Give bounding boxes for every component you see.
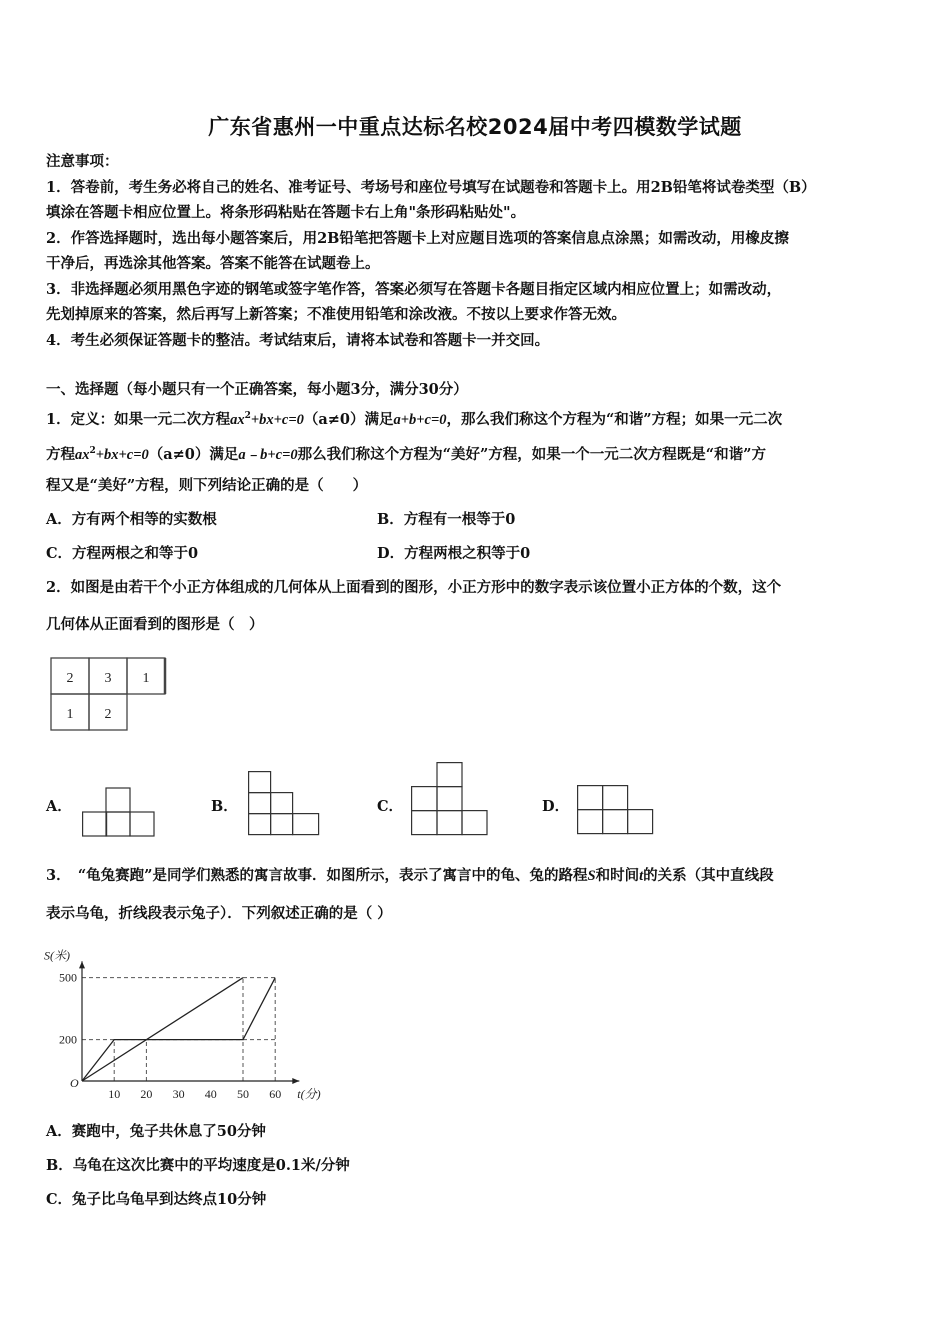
section-heading: 一、选择题（每小题只有一个正确答案，每小题3分，满分30分） (46, 381, 468, 398)
q1-condition: （a≠0） (303, 410, 365, 428)
x-tick-label: 50 (237, 1087, 249, 1101)
q1-option-d[interactable]: D．方程两根之积等于0 (377, 545, 531, 562)
notice-line: 填涂在答题卡相应位置上。将条形码粘贴在答题卡右上角"条形码粘贴处"。 (46, 204, 526, 221)
y-tick-label: 500 (59, 970, 77, 985)
x-tick-label: 10 (108, 1087, 121, 1101)
q3-option-b[interactable]: B．乌龟在这次比赛中的平均速度是0.1米/分钟 (46, 1157, 350, 1174)
q1-line-1 (46, 406, 782, 430)
q3-variable: t (639, 868, 644, 884)
grid-cell-value: 1 (142, 671, 150, 686)
q1-equation: a﹣b+c=0 (238, 446, 298, 463)
x-tick-label: 30 (172, 1087, 185, 1101)
q1-condition: （a≠0） (148, 445, 210, 463)
q1-exponent: 2 (244, 411, 251, 421)
q1-text: 方程 (46, 445, 75, 463)
race-chart (40, 940, 330, 1105)
q3-text: 3． “龟兔赛跑”是同学们熟悉的寓言故事．如图所示，表示了寓言中的龟、兔的路程 (46, 867, 588, 884)
notice-line: 3．非选择题必须用黑色字迹的钢笔或签字笔作答，答案必须写在答题卡各题目指定区域内相应位置上；如需改动， (46, 281, 782, 298)
y-axis-label: S(米) (44, 948, 70, 963)
series-line (82, 978, 275, 1081)
q2-option-d-label[interactable]: D． (542, 798, 570, 815)
q1-equation: ax (230, 411, 245, 428)
q1-equation: ax (75, 446, 90, 463)
q2-option-b-label[interactable]: B． (211, 798, 238, 815)
x-tick-label: 20 (140, 1087, 153, 1101)
q2-option-a-label[interactable]: A． (46, 798, 72, 815)
grid-cell-value: 2 (66, 671, 74, 686)
q2-option-b-figure[interactable] (248, 771, 322, 837)
q2-option-c-figure[interactable] (411, 762, 489, 837)
q3-option-a[interactable]: A．赛跑中，兔子共休息了50分钟 (46, 1123, 266, 1140)
q1-text: 1．定义：如果一元二次方程 (46, 410, 231, 428)
q1-exponent: 2 (89, 446, 96, 456)
q1-equation: a+b+c=0 (393, 411, 447, 428)
series-line (82, 978, 243, 1081)
q3-text: 和时间 (595, 867, 640, 884)
q2-top-view-grid (50, 657, 170, 733)
q1-text: 那么我们称这个方程为“美好”方程，如果一个一元二次方程既是“和谐”方 (297, 445, 766, 463)
notice-line: 1．答卷前，考生务必将自己的姓名、准考证号、考场号和座位号填写在试题卷和答题卡上。用2B铅笔将试卷类型（B） (46, 179, 816, 196)
x-tick-label: 60 (269, 1087, 282, 1101)
q1-equation: +bx+c=0 (250, 411, 304, 428)
q1-option-a[interactable]: A．方有两个相等的实数根 (46, 511, 217, 528)
notice-heading: 注意事项： (46, 153, 119, 170)
q2-option-d-figure[interactable] (577, 785, 655, 835)
q2-option-a-figure[interactable] (82, 787, 156, 837)
q3-line-1 (46, 866, 774, 886)
x-tick-label: 40 (204, 1087, 217, 1101)
notice-line: 干净后，再选涂其他答案。答案不能答在试题卷上。 (46, 255, 380, 272)
q3-line-2: 表示乌龟，折线段表示兔子）．下列叙述正确的是（ ） (46, 905, 392, 922)
q1-line-2 (46, 441, 766, 465)
notice-line: 2．作答选择题时，选出每小题答案后，用2B铅笔把答题卡上对应题目选项的答案信息点涂黑；如需改动，用橡皮擦 (46, 230, 789, 247)
q1-text: 满足 (364, 410, 394, 428)
q2-line-1: 2．如图是由若干个小正方体组成的几何体从上面看到的图形，小正方形中的数字表示该位置小正方体的个数，这个 (46, 579, 782, 596)
notice-line: 4．考生必须保证答题卡的整洁。考试结束后，请将本试卷和答题卡一并交回。 (46, 332, 550, 349)
y-axis-arrow (79, 961, 85, 968)
q3-text: 的关系（其中直线段 (643, 867, 774, 884)
x-axis-arrow (292, 1078, 299, 1084)
grid-cell-value: 3 (104, 671, 112, 686)
q1-option-b[interactable]: B．方程有一根等于0 (377, 511, 516, 528)
q1-equation: +bx+c=0 (95, 446, 149, 463)
grid-cell-value: 2 (104, 707, 112, 722)
q2-line-2: 几何体从正面看到的图形是（ ） (46, 616, 264, 633)
y-tick-label: 200 (59, 1032, 77, 1047)
page-title: 广东省惠州一中重点达标名校2024届中考四模数学试题 (208, 115, 742, 139)
q1-line-3: 程又是“美好”方程，则下列结论正确的是（ ） (46, 477, 368, 494)
notice-line: 先划掉原来的答案，然后再写上新答案；不准使用铅笔和涂改液。不按以上要求作答无效。 (46, 306, 626, 323)
x-axis-label: t(分) (297, 1087, 321, 1101)
q1-text: 满足 (209, 445, 239, 463)
q3-variable: S (587, 868, 596, 884)
q1-text: ，那么我们称这个方程为“和谐”方程；如果一元二次 (446, 410, 783, 428)
origin-label: O (70, 1076, 79, 1090)
q2-option-c-label[interactable]: C． (377, 798, 404, 815)
q3-option-c[interactable]: C．兔子比乌龟早到达终点10分钟 (46, 1191, 267, 1208)
q1-option-c[interactable]: C．方程两根之和等于0 (46, 545, 199, 562)
grid-cell-value: 1 (66, 707, 74, 722)
